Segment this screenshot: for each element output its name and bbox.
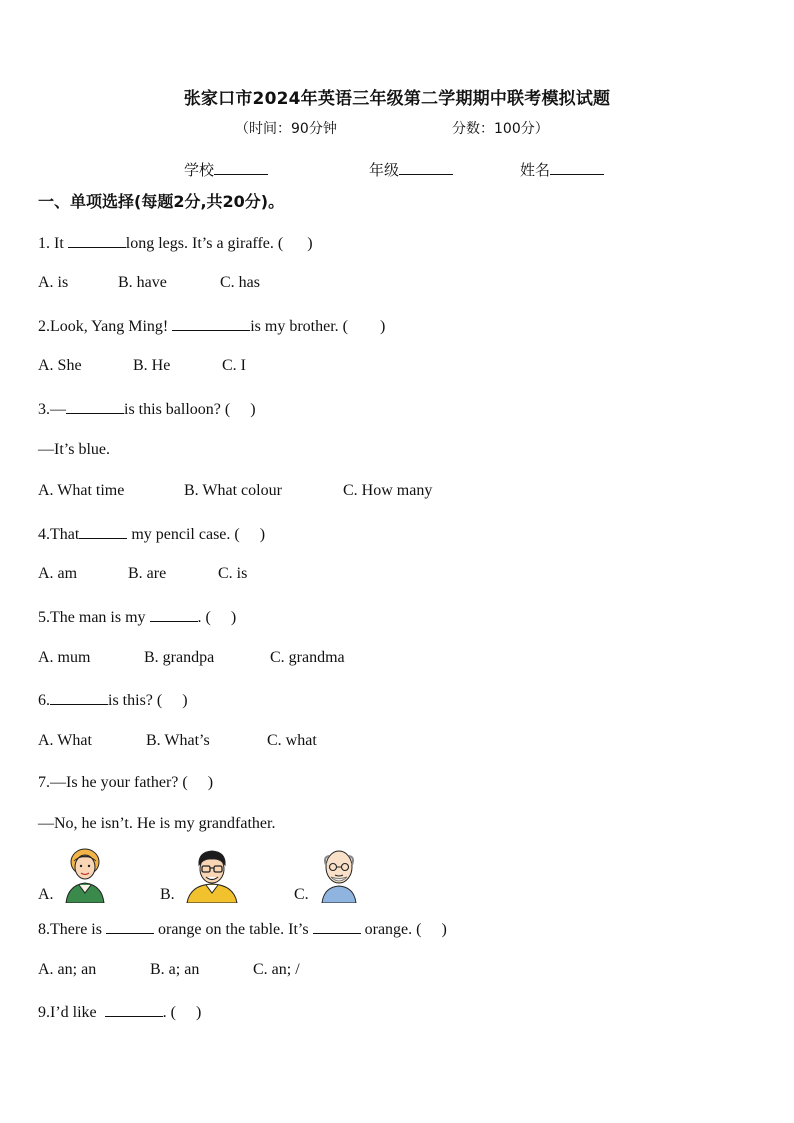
option-b[interactable]: B. a; an	[150, 961, 200, 978]
option-a[interactable]: A. What time	[38, 482, 125, 499]
question-6: 6. is this? ( )	[38, 692, 188, 709]
section-heading: 一、单项选择(每题2分,共20分)。	[38, 192, 285, 211]
option-a[interactable]: A.	[38, 886, 54, 903]
option-c[interactable]: C. grandma	[270, 649, 345, 666]
answer-line: —It’s blue.	[38, 441, 110, 458]
answer-blank[interactable]	[105, 1002, 163, 1017]
question-1: 1. It long legs. It’s a giraffe. ( )	[38, 235, 313, 252]
option-b[interactable]: B. have	[118, 274, 167, 291]
woman-portrait-icon[interactable]	[62, 847, 108, 903]
option-b[interactable]: B. What’s	[146, 732, 210, 749]
page-title: 张家口市2024年英语三年级第二学期期中联考模拟试题	[183, 89, 611, 109]
question-4: 4.That my pencil case. ( )	[38, 526, 266, 543]
option-b[interactable]: B.	[160, 886, 175, 903]
grade-blank[interactable]	[399, 160, 453, 175]
option-a[interactable]: A. mum	[38, 649, 91, 666]
option-a[interactable]: A. am	[38, 565, 78, 582]
answer-blank[interactable]	[106, 919, 154, 934]
answer-blank[interactable]	[150, 607, 198, 622]
exam-score: 分数：100分）	[452, 121, 549, 137]
answer-blank[interactable]	[313, 919, 361, 934]
answer-blank[interactable]	[68, 233, 126, 248]
answer-blank[interactable]	[172, 316, 250, 331]
answer-line: —No, he isn’t. He is my grandfather.	[38, 815, 276, 832]
grandfather-portrait-icon[interactable]	[316, 845, 362, 903]
name-blank[interactable]	[550, 160, 604, 175]
young-man-glasses-icon[interactable]	[184, 847, 240, 903]
grade-field[interactable]	[369, 159, 453, 180]
option-c[interactable]: C. How many	[343, 482, 433, 499]
grade-label: 年级	[369, 161, 400, 179]
school-blank[interactable]	[214, 160, 268, 175]
name-field[interactable]	[520, 159, 604, 180]
option-c[interactable]: C. I	[222, 357, 246, 374]
option-a[interactable]: A. an; an	[38, 961, 97, 978]
name-label: 姓名	[520, 161, 551, 179]
question-3: 3.— is this balloon? ( )	[38, 401, 256, 418]
option-c[interactable]: C. is	[218, 565, 248, 582]
option-c[interactable]: C. has	[220, 274, 260, 291]
question-8: 8.There is orange on the table. It’s orange. ( )	[38, 921, 447, 938]
answer-blank[interactable]	[50, 690, 108, 705]
option-b[interactable]: B. grandpa	[144, 649, 215, 666]
option-a[interactable]: A. She	[38, 357, 82, 374]
option-c[interactable]: C. an; /	[253, 961, 300, 978]
exam-time: （时间：90分钟	[235, 121, 337, 137]
question-2: 2.Look, Yang Ming! is my brother. ( )	[38, 318, 386, 335]
school-field[interactable]	[184, 159, 268, 180]
option-b[interactable]: B. are	[128, 565, 167, 582]
question-9: 9.I’d like . ( )	[38, 1004, 202, 1021]
option-b[interactable]: B. He	[133, 357, 171, 374]
question-5: 5.The man is my . ( )	[38, 609, 237, 626]
option-c[interactable]: C.	[294, 886, 309, 903]
option-b[interactable]: B. What colour	[184, 482, 282, 499]
option-a[interactable]: A. What	[38, 732, 92, 749]
answer-blank[interactable]	[66, 399, 124, 414]
school-label: 学校	[184, 161, 215, 179]
question-7: 7.—Is he your father? ( )	[38, 774, 214, 791]
option-c[interactable]: C. what	[267, 732, 317, 749]
option-a[interactable]: A. is	[38, 274, 69, 291]
answer-blank[interactable]	[79, 524, 127, 539]
